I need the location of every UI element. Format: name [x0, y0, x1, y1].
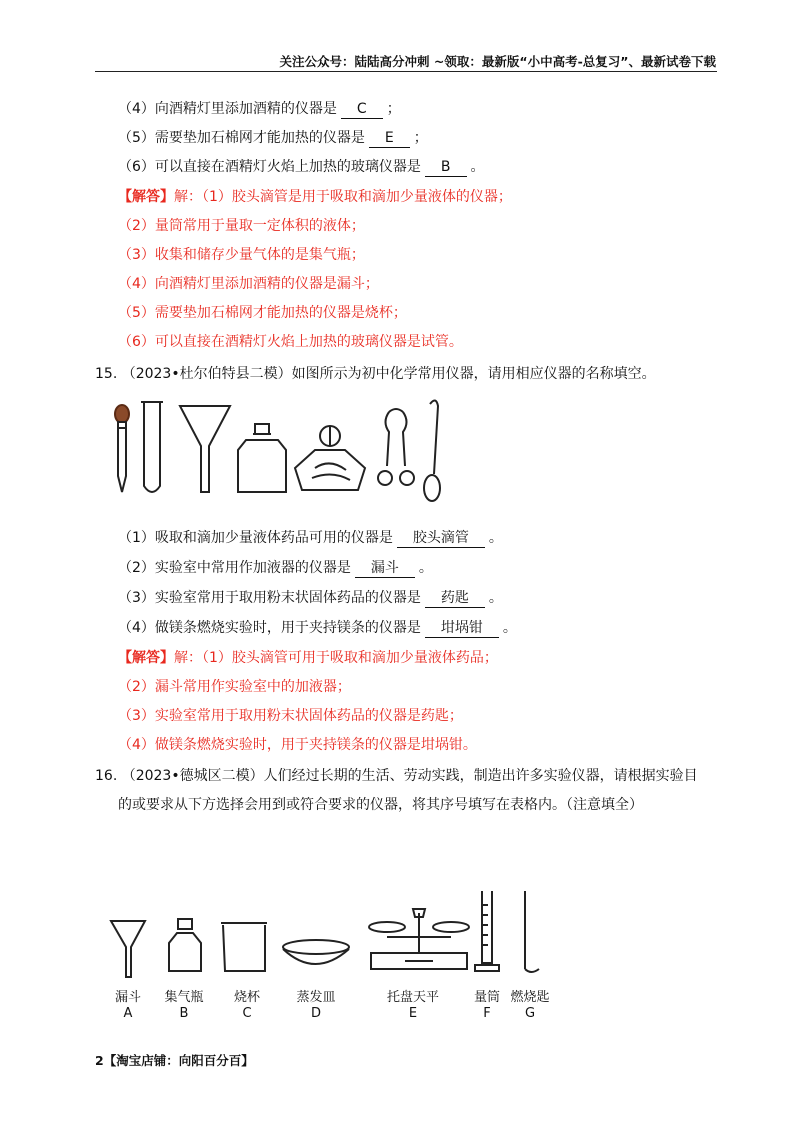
solution-text: （1）胶头滴管是用于吸取和滴加少量液体的仪器； [202, 189, 512, 205]
funnel-icon [111, 921, 145, 977]
question-punct: 。 [470, 159, 485, 175]
solution-lead: 解： [174, 189, 202, 205]
question-punct: 。 [418, 560, 433, 576]
balance-icon [369, 909, 469, 969]
instrument-name-f: 量筒 [473, 990, 500, 1005]
solution-line: （2）漏斗常用作实验室中的加液器； [118, 679, 351, 695]
question-text: （4）向酒精灯里添加酒精的仪器是 [118, 101, 337, 117]
question-line [118, 618, 517, 638]
alcohol-lamp-icon [295, 426, 365, 490]
answer-blank: B [425, 159, 467, 177]
solution-line [118, 187, 512, 207]
question-text: （3）实验室常用于取用粉末状固体药品的仪器是 [118, 590, 421, 606]
solution-line: （6）可以直接在酒精灯火焰上加热的玻璃仪器是试管。 [118, 334, 463, 350]
solution-line: （5）需要垫加石棉网才能加热的仪器是烧杯； [118, 305, 407, 321]
question-15-title: 15. （2023•杜尔伯特县二模）如图所示为初中化学常用仪器，请用相应仪器的名称填空。 [95, 366, 656, 382]
question-line [118, 128, 428, 148]
question-line [118, 528, 503, 548]
question-line [118, 99, 401, 119]
instrument-name-e: 托盘天平 [386, 990, 439, 1005]
solution-line: （3）实验室常用于取用粉末状固体药品的仪器是药匙； [118, 708, 463, 724]
page-footer: 2【淘宝店铺：向阳百分百】 [95, 1053, 254, 1068]
answer-blank: 漏斗 [355, 560, 415, 578]
test-tube-icon [141, 402, 163, 492]
question-punct: 。 [502, 620, 517, 636]
instrument-name-g: 燃烧匙 [510, 990, 550, 1005]
answer-blank: 坩埚钳 [425, 620, 499, 638]
q15-instruments-figure [100, 392, 460, 504]
question-16-title: 16. （2023•德城区二模）人们经过长期的生活、劳动实践，制造出许多实验仪器，请根据实验目 [95, 768, 698, 784]
instrument-letter-g: G [524, 1006, 536, 1021]
instrument-letter-e: E [408, 1006, 418, 1021]
question-text: （5）需要垫加石棉网才能加热的仪器是 [118, 130, 365, 146]
funnel-icon [180, 406, 230, 492]
instrument-letter-f: F [483, 1006, 491, 1021]
answer-blank: E [369, 130, 410, 148]
answer-blank: 胶头滴管 [397, 530, 485, 548]
question-punct: 。 [488, 590, 503, 606]
instrument-letter-b: B [179, 1006, 189, 1021]
page-header: 关注公众号：陆陆高分冲刺 ~领取：最新版“小中高考-总复习”、最新试卷下载 [279, 54, 716, 69]
question-16-title-cont: 的或要求从下方选择会用到或符合要求的仪器，将其序号填写在表格内。（注意填全） [118, 797, 643, 813]
solution-text: （1）胶头滴管可用于吸取和滴加少量液体药品； [202, 650, 498, 666]
beaker-icon [221, 923, 267, 971]
solution-line [118, 648, 498, 668]
instrument-letter-d: D [310, 1006, 321, 1021]
q16-instruments-figure [105, 885, 565, 980]
instrument-letter-c: C [242, 1006, 252, 1021]
instrument-name-a: 漏斗 [114, 990, 141, 1005]
solution-line: （2）量筒常用于量取一定体积的液体； [118, 218, 365, 234]
question-punct: 。 [488, 530, 503, 546]
spatula-icon [424, 400, 440, 501]
instrument-name-b: 集气瓶 [164, 990, 204, 1005]
instrument-letter-a: A [123, 1006, 133, 1021]
answer-blank: 药匙 [425, 590, 485, 608]
graduated-cylinder-icon [475, 891, 499, 971]
solution-line: （4）向酒精灯里添加酒精的仪器是漏斗； [118, 276, 379, 292]
question-punct: ； [413, 130, 428, 146]
combustion-spoon-icon [525, 891, 539, 972]
question-text: （6）可以直接在酒精灯火焰上加热的玻璃仪器是 [118, 159, 421, 175]
header-rule [95, 71, 717, 72]
gas-bottle-icon [169, 919, 201, 971]
solution-line: （4）做镁条燃烧实验时，用于夹持镁条的仪器是坩埚钳。 [118, 737, 477, 753]
instrument-name-d: 蒸发皿 [296, 990, 336, 1005]
solution-lead: 解： [174, 650, 202, 666]
crucible-tongs-icon [378, 409, 414, 485]
question-line [118, 157, 485, 177]
question-punct: ； [386, 101, 401, 117]
evaporating-dish-icon [283, 940, 349, 964]
question-text: （1）吸取和滴加少量液体药品可用的仪器是 [118, 530, 393, 546]
question-text: （4）做镁条燃烧实验时，用于夹持镁条的仪器是 [118, 620, 421, 636]
solution-tag: 【解答】 [118, 650, 174, 666]
solution-line: （3）收集和储存少量气体的是集气瓶； [118, 247, 365, 263]
question-line [118, 588, 503, 608]
question-line [118, 558, 433, 578]
dropper-icon [115, 405, 129, 492]
instrument-name-c: 烧杯 [233, 990, 260, 1005]
question-text: （2）实验室中常用作加液器的仪器是 [118, 560, 351, 576]
answer-blank: C [341, 101, 383, 119]
gas-bottle-icon [238, 424, 286, 492]
solution-tag: 【解答】 [118, 189, 174, 205]
